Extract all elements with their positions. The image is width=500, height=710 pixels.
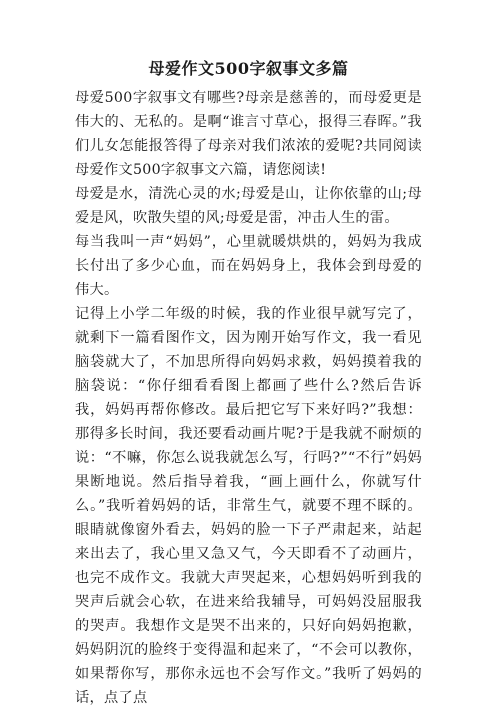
paragraph-mother-call: 每当我叫一声“妈妈”，心里就暖烘烘的，妈妈为我成长付出了多少心血，而在妈妈身上，我体会到母爱的伟大。 — [75, 234, 422, 298]
paragraph-story: 记得上小学二年级的时候，我的作业很早就写完了，就剩下一篇看图作文，因为刚开始写作文，我一看见脑袋就大了，不加思所得向妈妈求救，妈妈摸着我的脑袋说：“你仔细看看图上都画了些什么?然后告诉我，妈妈再帮你修改。最后把它写下来好吗?”我想：那得多长时间，我还要看动画片呢?于是我就不耐烦的说：“不嘛，你怎么说我就怎么写，行吗?”“不行”妈妈果断地说。然后指导着我，“画上画什么，你就写什么。”我听着妈妈的话，非常生气，就要不理不睬的。眼睛就像窗外看去，妈妈的脸一下子严肃起来，站起来出去了，我心里又急又气，今天即看不了动画片，也完不成作文。我就大声哭起来，心想妈妈听到我的哭声后就会心软，在进来给我辅导，可妈妈没屈服我的哭声。我想作文是哭不出来的，只好向妈妈抱歉，妈妈阴沉的脸终于变得温和起来了，“不会可以教你，如果帮你写，那你永远也不会写作文。”我听了妈妈的话，点了点 — [75, 306, 422, 706]
paragraph-intro: 母爱500字叙事文有哪些?母亲是慈善的，而母爱更是伟大的、无私的。是啊“谁言寸草心，报得三春晖。”我们儿女怎能报答得了母亲对我们浓浓的爱呢?共同阅读母爱作文500字叙事文六篇，请您阅读! — [75, 90, 422, 178]
article-title: 母爱作文500字叙事文多篇 — [148, 59, 349, 78]
paragraph-metaphor: 母爱是水，清洗心灵的水;母爱是山，让你依靠的山;母爱是风，吹散失望的风;母爱是雷，冲击人生的雷。 — [75, 186, 422, 226]
